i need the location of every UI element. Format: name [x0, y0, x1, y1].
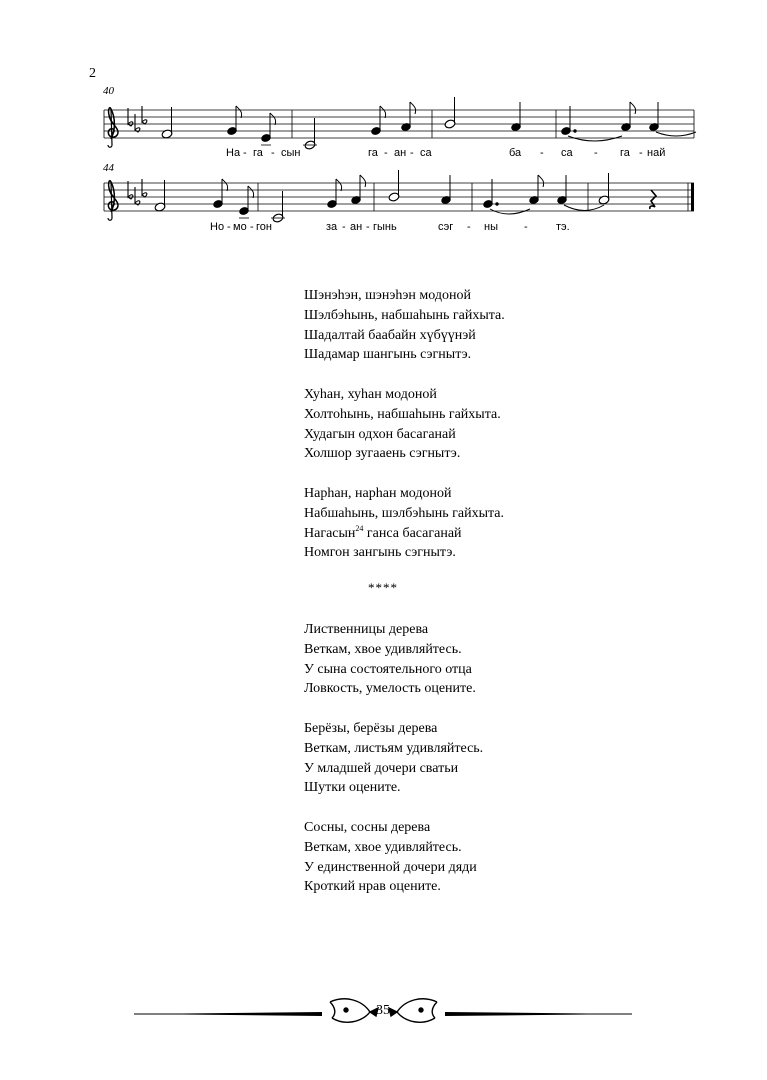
buryat-stanza: [304, 286, 505, 365]
page-number: 35: [376, 1003, 390, 1018]
buryat-stanza: [304, 484, 505, 563]
page-marker: 2: [89, 66, 96, 81]
poem-line: Шэлбэһынь, набшаһынь гайхыта.: [304, 307, 505, 323]
notes-system-2: [154, 170, 656, 223]
buryat-stanza: [304, 385, 505, 464]
poem-line: Нарһан, нарһан модоной: [304, 485, 452, 501]
poem-line: Кроткий нрав оцените.: [304, 879, 441, 895]
footnote-marker: 24: [355, 523, 364, 533]
lyric-syllable: ан: [350, 221, 363, 233]
lyric-syllable: гынь: [373, 221, 397, 233]
lyric-syllable: ан: [394, 147, 407, 159]
poem-line: Шадалтай баабайн хүбүүнэй: [304, 327, 476, 343]
russian-stanza: [304, 818, 483, 897]
measure-number: 40: [103, 85, 114, 97]
poem-line: Сосны, сосны дерева: [304, 819, 431, 835]
poem-line: [304, 524, 505, 544]
lyric-hyphen: -: [524, 221, 528, 233]
lyric-syllable: Но: [210, 221, 225, 233]
staff-system-1: [104, 110, 694, 138]
lyric-hyphen: -: [342, 221, 346, 233]
poem-block: [304, 286, 505, 583]
section-separator: ****: [368, 580, 398, 595]
lyric-syllable: ба: [509, 147, 522, 159]
russian-stanza: [304, 719, 483, 798]
poem-line: Берёзы, берёзы дерева: [304, 720, 438, 736]
lyric-syllable: га: [620, 147, 630, 159]
lyric-hyphen: -: [467, 221, 471, 233]
poem-line: Набшаһынь, шэлбэһынь гайхыта.: [304, 505, 505, 521]
poem-line: Шэнэһэн, шэнэһэн модоной: [304, 288, 471, 303]
lyric-syllable: най: [647, 147, 666, 159]
poem-line: Веткам, хвое удивляйтесь.: [304, 641, 462, 657]
poem-line: Шадамар шангынь сэгнытэ.: [304, 347, 472, 363]
poem-line: Ловкость, умелость оцените.: [304, 681, 476, 697]
treble-clef-icon: [108, 108, 118, 148]
poem-line: Веткам, листьям удивляйтесь.: [304, 740, 484, 756]
lyric-hyphen: -: [243, 147, 247, 159]
poem-line: У младшей дочери сватьи: [304, 760, 459, 776]
lyric-syllable: На: [226, 147, 241, 159]
notes-system-1: [161, 97, 696, 150]
lyric-syllable: га: [253, 147, 263, 159]
lyric-hyphen: -: [227, 221, 231, 233]
lyric-syllable: ны: [484, 221, 498, 233]
lyric-syllable: гон: [256, 221, 272, 233]
poem-line: Худагын одхон басаганай: [304, 426, 456, 442]
lyric-syllable: мо: [233, 221, 247, 233]
lyric-syllable: сын: [281, 147, 301, 159]
fish-left-icon: [330, 999, 378, 1022]
lyric-syllable: са: [420, 147, 432, 159]
lyric-syllable: са: [561, 147, 573, 159]
poem-line-end: ганса басаганай: [363, 525, 462, 541]
poem-line: У единственной дочери дяди: [304, 859, 477, 875]
poem-line: У сына состоятельного отца: [304, 661, 472, 677]
lyric-hyphen: -: [594, 147, 598, 159]
lyric-syllable: сэг: [438, 221, 454, 233]
poem-line-start: Нагасын: [304, 525, 356, 541]
measure-number: 44: [103, 162, 114, 174]
treble-clef-icon: [108, 181, 118, 221]
poem-line: Холтоһынь, набшаһынь гайхыта.: [304, 406, 501, 422]
poem-line: Хуһан, хуһан модоной: [304, 386, 437, 402]
lyric-syllable: за: [326, 221, 338, 233]
lyric-hyphen: -: [384, 147, 388, 159]
poem-line: Лиственницы дерева: [304, 622, 429, 637]
lyric-hyphen: -: [366, 221, 370, 233]
lyric-hyphen: -: [639, 147, 643, 159]
lyric-hyphen: -: [250, 221, 254, 233]
fish-right-icon: [389, 999, 437, 1022]
russian-stanza: [304, 620, 483, 699]
lyric-syllable: тэ.: [556, 221, 570, 233]
lyric-hyphen: -: [271, 147, 275, 159]
translation-block: [304, 620, 483, 917]
lyric-hyphen: -: [410, 147, 414, 159]
poem-line: Шутки оцените.: [304, 780, 401, 796]
poem-line: Номгон зангынь сэгнытэ.: [304, 545, 456, 561]
poem-line: Веткам, хвое удивляйтесь.: [304, 839, 462, 855]
poem-line: Холшор зугааень сэгнытэ.: [304, 446, 461, 462]
lyric-syllable: га: [368, 147, 378, 159]
lyric-hyphen: -: [540, 147, 544, 159]
